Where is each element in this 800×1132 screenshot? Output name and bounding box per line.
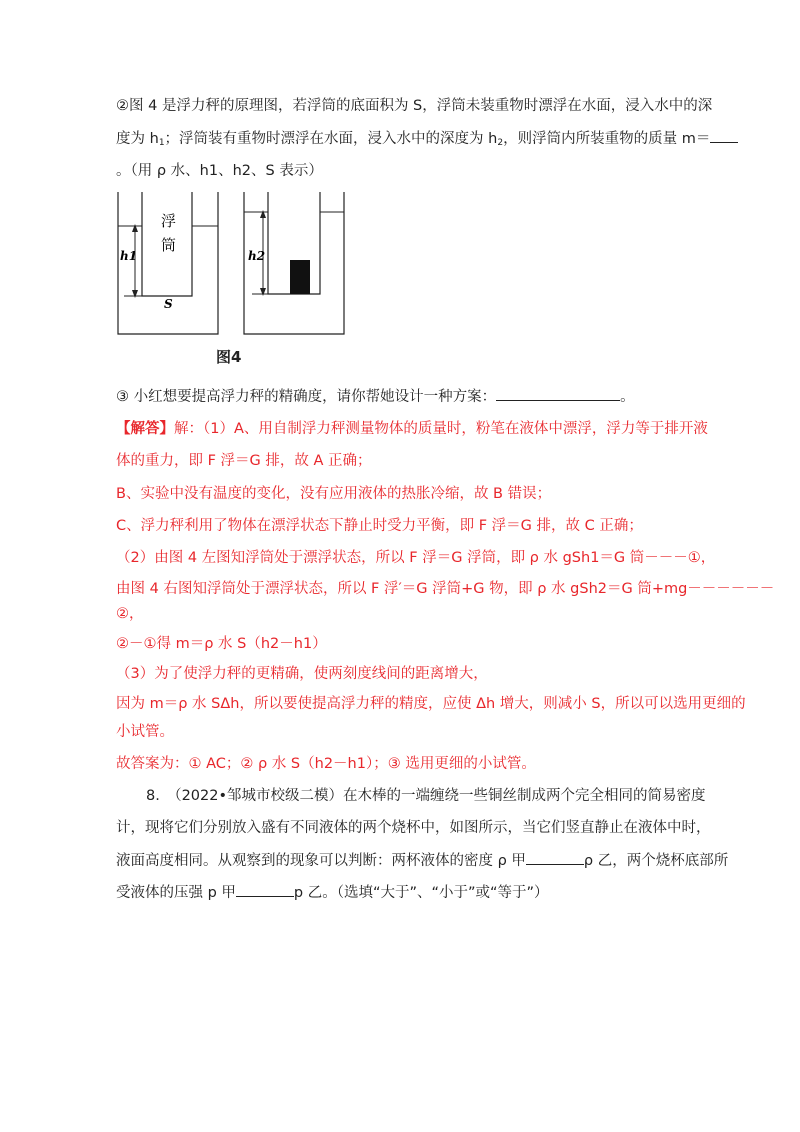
q2-text-2c: ，则浮筒内所装重物的质量 m＝ [503, 131, 711, 147]
q8-blank-1 [526, 852, 584, 865]
answer-line-12: 故答案为：① AC；② ρ 水 S（h2－h1）；③ 选用更细的小试管。 [116, 756, 536, 772]
answer-line-4: C、浮力秤利用了物体在漂浮状态下静止时受力平衡，即 F 浮＝G 排，故 C 正确； [116, 518, 643, 534]
answer-line-6: 由图 4 右图知浮筒处于漂浮状态，所以 F 浮′＝G 浮筒+G 物，即 ρ 水 gSh2＝G 筒+mg－－－－－－ [116, 581, 775, 597]
answer-line-9: （3）为了使浮力秤的更精确，使两刻度线间的距离增大， [116, 666, 488, 682]
q2-text-2a: 度为 h [116, 131, 159, 147]
answer-line-3: B、实验中没有温度的变化，没有应用液体的热胀冷缩，故 B 错误； [116, 486, 552, 502]
answer-line-11: 小试管。 [116, 724, 174, 740]
answer-line-7: ②， [116, 606, 144, 622]
q3-text: ③ 小红想要提高浮力秤的精确度，请你帮她设计一种方案： [116, 389, 497, 405]
q2-line-2: 度为 $h_1$；浮筒装有重物时漂浮在水面，浸入水中的深度为 $h_2$，则浮筒内所装重物的质量 m＝ [116, 129, 738, 153]
q8-line-3 [116, 851, 728, 871]
q8-text-4a: 受液体的压强 p 甲 [116, 885, 236, 901]
float-label-2: 筒 [161, 236, 177, 254]
answer-line-10: 因为 m＝ρ 水 SΔh，所以要使提高浮力秤的精度，应使 Δh 增大，则减小 S，所以可以选用更细的 [116, 696, 746, 712]
q8-text-4b: p 乙。（选填“大于”、“小于”或“等于”） [293, 885, 549, 901]
answer-line-5: （2）由图 4 左图知浮筒处于漂浮状态，所以 F 浮＝G 浮筒，即 ρ 水 gSh1＝G 筒－－－①， [116, 550, 716, 566]
q2-line-1 [116, 96, 712, 116]
figure-4-diagram [112, 186, 352, 346]
s-label: S [164, 297, 173, 311]
q3-end: 。 [620, 389, 635, 405]
q2-answer-blank [710, 130, 738, 143]
answer-text-1: 解：（1）A、用自制浮力秤测量物体的质量时，粉笔在液体中漂浮，浮力等于排开液 [174, 421, 708, 437]
q2-marker: ② [116, 98, 129, 114]
answer-line-1 [116, 419, 708, 439]
h1-label: h1 [120, 249, 138, 263]
answer-line-2: 体的重力，即 F 浮＝G 排，故 A 正确； [116, 453, 372, 469]
q8-line-4 [116, 883, 549, 903]
q3-line [116, 387, 635, 407]
q3-answer-blank [496, 388, 620, 401]
q8-blank-2 [236, 884, 294, 897]
figure-caption: 图4 [216, 348, 242, 366]
float-label-1: 浮 [161, 212, 177, 230]
q2-line-3: 。（用 ρ 水、h1、h2、S 表示） [116, 163, 323, 179]
q2-text-2b: ；浮筒装有重物时漂浮在水面，浸入水中的深度为 h [164, 131, 498, 147]
weight-block [290, 260, 310, 294]
q2-text-1: 图 4 是浮力秤的原理图，若浮筒的底面积为 S，浮筒未装重物时漂浮在水面，浸入水中的深 [129, 98, 713, 114]
q8-text-3a: 液面高度相同。从观察到的现象可以判断：两杯液体的密度 ρ 甲 [116, 853, 526, 869]
q8-text-3b: ρ 乙，两个烧杯底部所 [583, 853, 729, 869]
q8-line-2: 计，现将它们分别放入盛有不同液体的两个烧杯中，如图所示，当它们竖直静止在液体中时， [116, 820, 711, 836]
q8-line-1: 8. （2022•邹城市校级二模）在木棒的一端缠绕一些铜丝制成两个完全相同的简易密度 [146, 788, 706, 804]
answer-line-8: ②－①得 m＝ρ 水 S（h2－h1） [116, 636, 327, 652]
answer-tag: 【解答】 [116, 421, 174, 437]
h2-label: h2 [248, 249, 266, 263]
